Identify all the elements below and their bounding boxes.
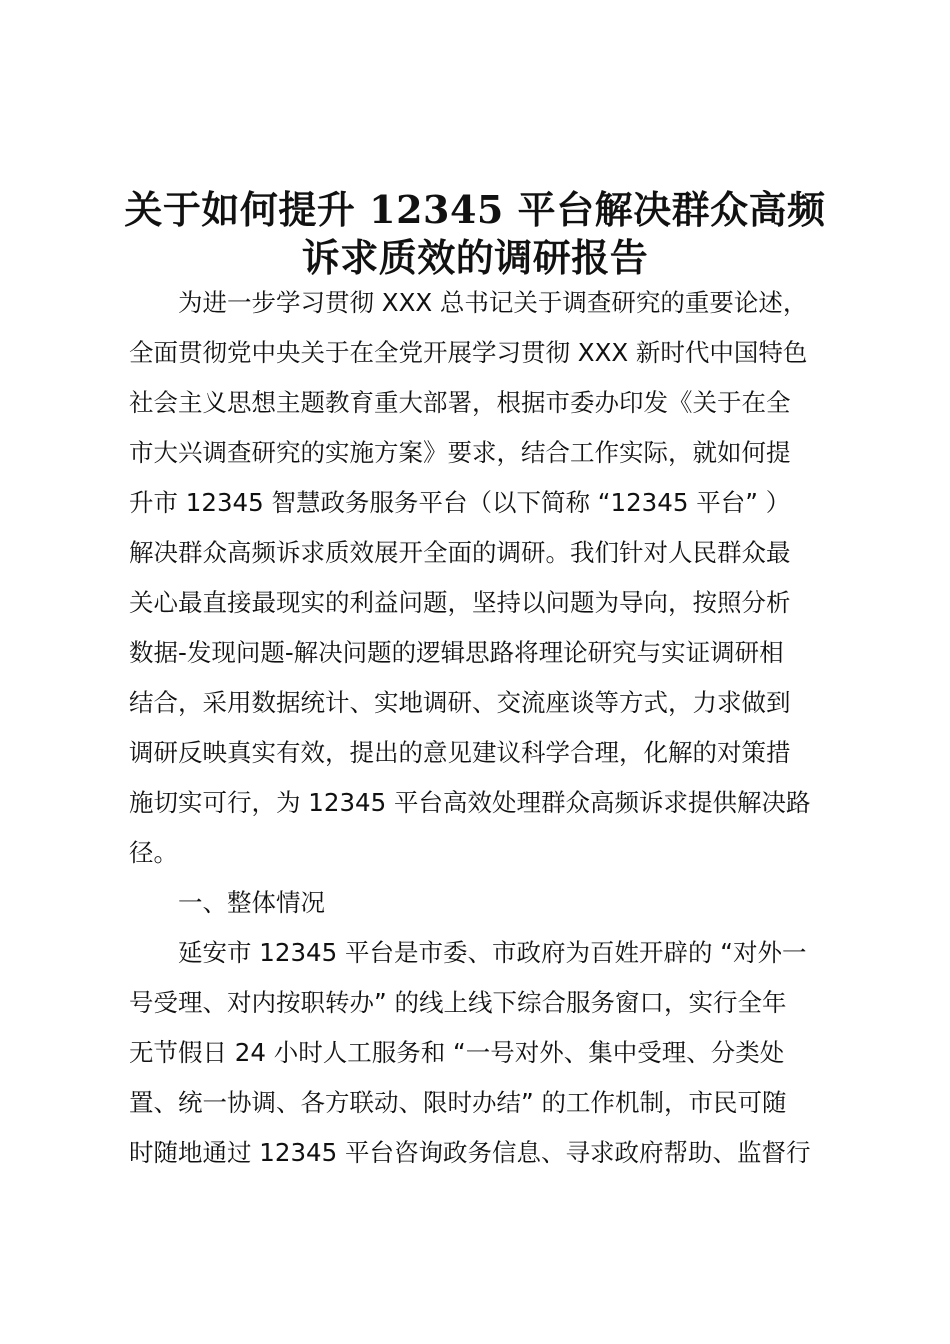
paragraph-1-line-7: 关心最直接最现实的利益问题，坚持以问题为导向，按照分析	[129, 588, 791, 617]
paragraph-1-line-6: 解决群众高频诉求质效展开全面的调研。我们针对人民群众最	[129, 538, 791, 567]
document-title-line-1: 关于如何提升 12345 平台解决群众高频	[124, 187, 826, 232]
document-title-line-2: 诉求质效的调研报告	[301, 235, 649, 280]
paragraph-1-line-4: 市大兴调查研究的实施方案》要求，结合工作实际，就如何提	[129, 438, 791, 467]
paragraph-1-line-10: 调研反映真实有效，提出的意见建议科学合理，化解的对策措	[129, 738, 791, 767]
paragraph-1-line-5: 升市 12345 智慧政务服务平台（以下简称 “12345 平台” ）	[129, 488, 791, 517]
paragraph-2-line-1: 延安市 12345 平台是市委、市政府为百姓开辟的 “对外一	[178, 938, 807, 967]
paragraph-2-line-3: 无节假日 24 小时人工服务和 “一号对外、集中受理、分类处	[129, 1038, 785, 1067]
paragraph-2-line-2: 号受理、对内按职转办” 的线上线下综合服务窗口，实行全年	[129, 988, 787, 1017]
paragraph-1-line-11: 施切实可行，为 12345 平台高效处理群众高频诉求提供解决路	[129, 788, 811, 817]
paragraph-1-line-8: 数据-发现问题-解决问题的逻辑思路将理论研究与实证调研相	[129, 638, 784, 667]
paragraph-2-line-4: 置、统一协调、各方联动、限时办结” 的工作机制，市民可随	[129, 1088, 787, 1117]
paragraph-1-line-3: 社会主义思想主题教育重大部署，根据市委办印发《关于在全	[129, 388, 791, 417]
paragraph-1-line-12: 径。	[129, 838, 178, 867]
paragraph-1-line-2: 全面贯彻党中央关于在全党开展学习贯彻 XXX 新时代中国特色	[129, 338, 808, 367]
paragraph-2-line-5: 时随地通过 12345 平台咨询政务信息、寻求政府帮助、监督行	[129, 1138, 811, 1167]
section-heading-overall: 一、整体情况	[178, 888, 325, 917]
paragraph-1-line-9: 结合，采用数据统计、实地调研、交流座谈等方式，力求做到	[129, 688, 791, 717]
paragraph-1-line-1: 为进一步学习贯彻 XXX 总书记关于调查研究的重要论述，	[178, 288, 808, 317]
